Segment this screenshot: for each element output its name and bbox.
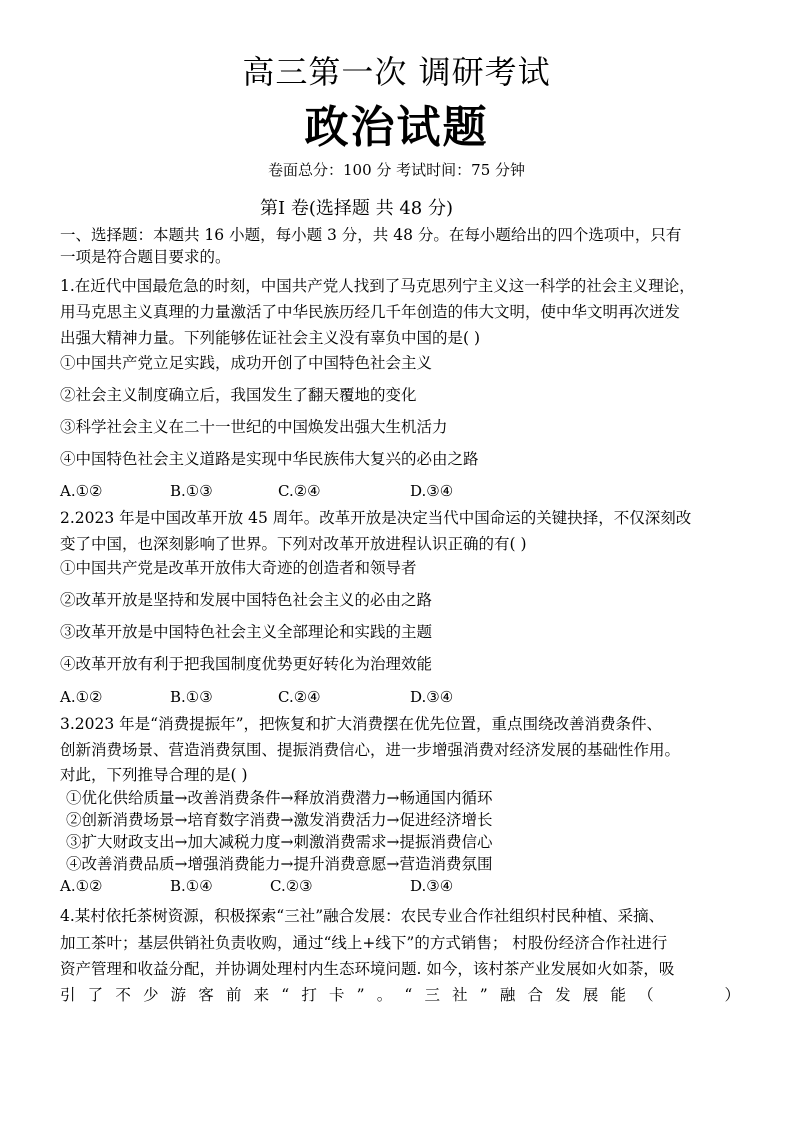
question-3-stem: 创新消费场景、营造消费氛围、提振消费信心，进一步增强消费对经济发展的基础性作用。 bbox=[60, 741, 681, 759]
stem-char: “ bbox=[404, 986, 413, 1004]
choice-c: C.②③ bbox=[270, 877, 313, 895]
question-3-stem: 对此，下列推导合理的是( ) bbox=[60, 766, 248, 784]
question-1-stem: 出强大精神力量。下列能够佐证社会主义没有辜负中国的是( ) bbox=[60, 329, 481, 347]
choice-d: D.③④ bbox=[410, 688, 454, 706]
question-1-stem: 1.在近代中国最危急的时刻，中国共产党人找到了马克思列宁主义这一科学的社会主义理论， bbox=[60, 277, 695, 295]
question-2-option: ④改革开放有利于把我国制度优势更好转化为治理效能 bbox=[60, 655, 433, 673]
question-2-option: ②改革开放是坚持和发展中国特色社会主义的必由之路 bbox=[60, 591, 433, 609]
exam-title: 高三第一次 调研考试 bbox=[242, 53, 551, 91]
stem-char: 了 bbox=[87, 986, 104, 1004]
section-heading: 第Ⅰ 卷(选择题 共 48 分) bbox=[260, 198, 453, 219]
question-4-stem: 加工茶叶；基层供销社负责收购，通过“线上+线下”的方式销售； 村股份经济合作社进行 bbox=[60, 934, 668, 952]
subject-title: 政治试题 bbox=[304, 102, 489, 153]
stem-char: 能 bbox=[610, 986, 626, 1004]
stem-char: （ bbox=[638, 986, 654, 1004]
question-1-option: ④中国特色社会主义道路是实现中华民族伟大复兴的必由之路 bbox=[60, 450, 479, 468]
question-1-option: ②社会主义制度确立后，我国发生了翻天覆地的变化 bbox=[60, 386, 417, 404]
question-3-option: ②创新消费场景→培育数字消费→激发消费活力→促进经济增长 bbox=[66, 811, 493, 829]
instructions-line: 一、选择题：本题共 16 小题，每小题 3 分，共 48 分。在每小题给出的四个选项中，只有 bbox=[60, 226, 682, 244]
stem-char: 三 bbox=[424, 986, 440, 1004]
stem-char: 卡 bbox=[328, 986, 345, 1004]
stem-char: 发 bbox=[555, 986, 571, 1004]
stem-char: 引 bbox=[60, 986, 76, 1004]
choice-a: A.①② bbox=[60, 482, 103, 500]
stem-char: ” bbox=[479, 986, 488, 1004]
question-3-choices bbox=[60, 875, 740, 897]
question-4-stem-justified bbox=[60, 984, 740, 1006]
question-2-choices bbox=[60, 686, 740, 708]
question-2-stem: 变了中国，也深刻影响了世界。下列对改革开放进程认识正确的有( ) bbox=[60, 535, 527, 553]
stem-char: 合 bbox=[527, 986, 544, 1004]
question-2-stem: 2.2023 年是中国改革开放 45 周年。改革开放是决定当代中国命运的关键抉择，不仅深刻改 bbox=[60, 509, 692, 527]
stem-char: 展 bbox=[582, 986, 599, 1004]
stem-char: 打 bbox=[301, 986, 317, 1004]
question-1-option: ①中国共产党立足实践，成功开创了中国特色社会主义 bbox=[60, 354, 433, 372]
stem-char: 。 bbox=[376, 986, 393, 1004]
choice-a: A.①② bbox=[60, 877, 103, 895]
choice-b: B.①③ bbox=[170, 688, 213, 706]
question-2-option: ①中国共产党是改革开放伟大奇迹的创造者和领导者 bbox=[60, 559, 417, 577]
stem-char: 少 bbox=[142, 986, 159, 1004]
question-3-stem: 3.2023 年是“消费提振年”，把恢复和扩大消费摆在优先位置，重点围绕改善消费条件、 bbox=[60, 715, 663, 733]
stem-char: ” bbox=[356, 986, 365, 1004]
question-4-stem: 4.某村依托茶树资源，积极探索“三社”融合发展：农民专业合作社组织村民种植、采摘、 bbox=[60, 907, 665, 925]
stem-char bbox=[666, 984, 713, 1006]
stem-char: 游 bbox=[170, 986, 187, 1004]
choice-b: B.①④ bbox=[170, 877, 213, 895]
question-3-option: ④改善消费品质→增强消费能力→提升消费意愿→营造消费氛围 bbox=[66, 855, 493, 873]
question-1-choices bbox=[60, 480, 740, 502]
choice-d: D.③④ bbox=[410, 482, 454, 500]
exam-meta: 卷面总分：100 分 考试时间：75 分钟 bbox=[267, 161, 526, 179]
question-1-stem: 用马克思主义真理的力量激活了中华民族历经几千年创造的伟大文明，使中华文明再次迸发 bbox=[60, 303, 681, 321]
stem-char: 来 bbox=[253, 986, 270, 1004]
stem-char: 社 bbox=[452, 986, 468, 1004]
stem-char: 融 bbox=[499, 986, 516, 1004]
question-4-stem: 资产管理和收益分配，并协调处理村内生态环境问题. 如今，该村茶产业发展如火如荼，吸 bbox=[60, 960, 675, 978]
choice-b: B.①③ bbox=[170, 482, 213, 500]
choice-c: C.②④ bbox=[278, 482, 321, 500]
question-3-option: ③扩大财政支出→加大减税力度→刺激消费需求→提振消费信心 bbox=[66, 833, 493, 851]
question-3-option: ①优化供给质量→改善消费条件→释放消费潜力→畅通国内循环 bbox=[66, 789, 493, 807]
stem-char: 前 bbox=[225, 986, 242, 1004]
stem-char: ） bbox=[724, 986, 740, 1004]
question-1-option: ③科学社会主义在二十一世纪的中国焕发出强大生机活力 bbox=[60, 418, 448, 436]
stem-char: 客 bbox=[198, 986, 214, 1004]
stem-char: 不 bbox=[115, 986, 131, 1004]
instructions-line: 一项是符合题目要求的。 bbox=[60, 248, 231, 266]
question-2-option: ③改革开放是中国特色社会主义全部理论和实践的主题 bbox=[60, 623, 433, 641]
choice-a: A.①② bbox=[60, 688, 103, 706]
choice-c: C.②④ bbox=[278, 688, 321, 706]
choice-d: D.③④ bbox=[410, 877, 454, 895]
stem-char: “ bbox=[281, 986, 290, 1004]
